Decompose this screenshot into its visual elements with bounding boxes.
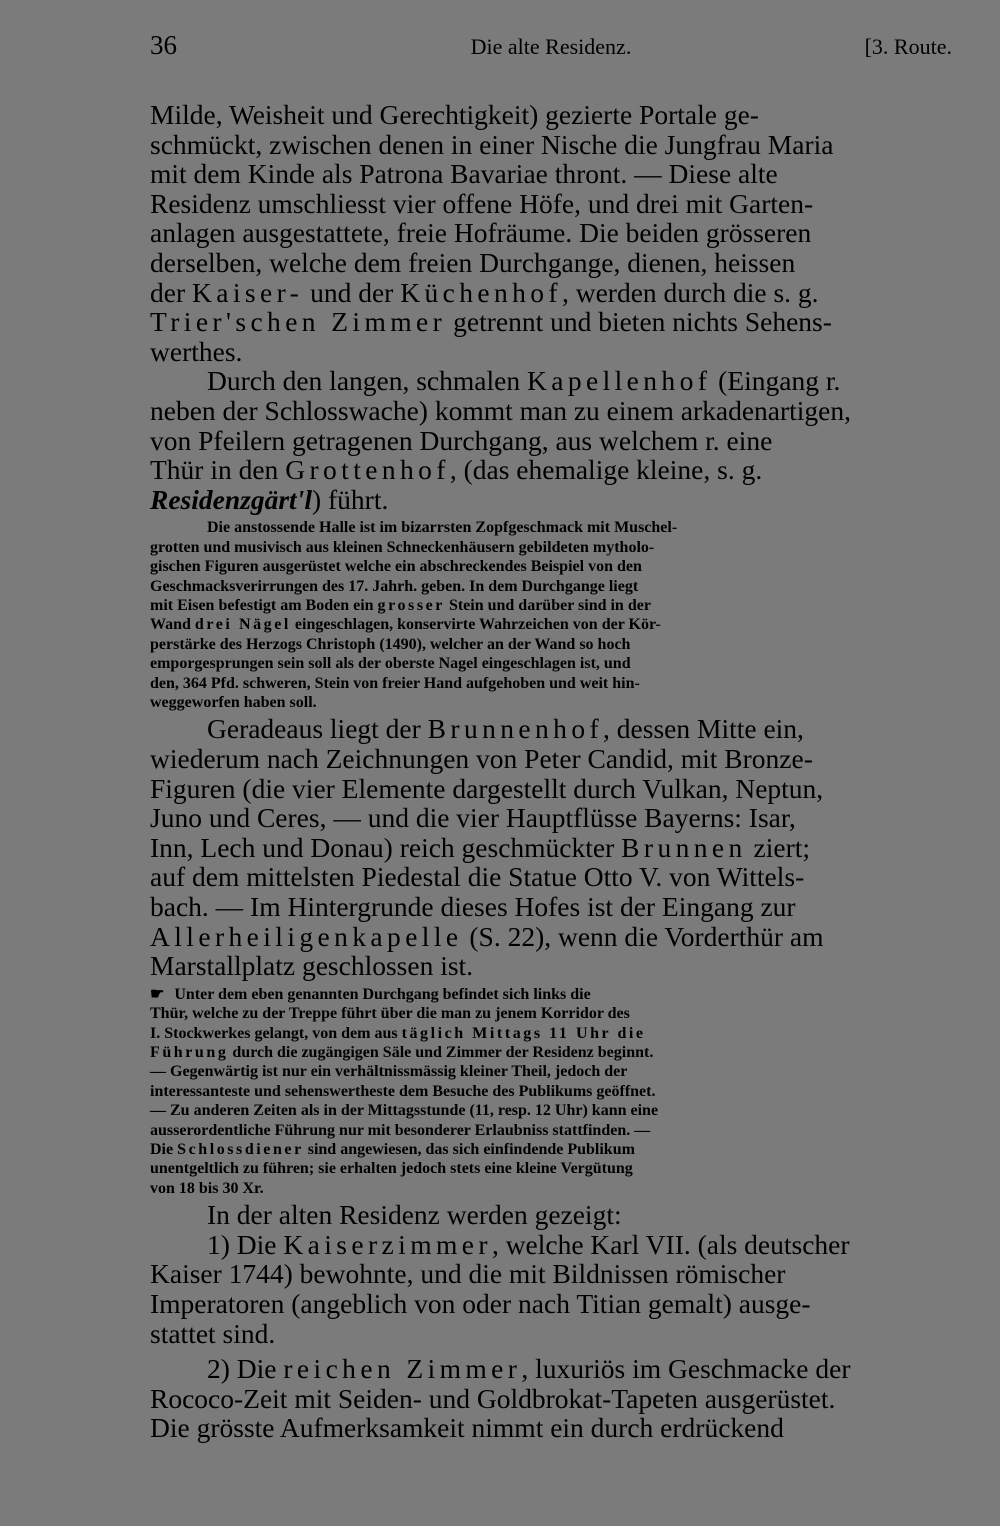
- spaced-term: Kapellenhof: [526, 365, 712, 397]
- spaced-term: Führung: [150, 1043, 229, 1061]
- paragraph-courtyards: [150, 100, 952, 366]
- running-header: [150, 28, 952, 68]
- list-item-1: 1) Die Kaiserzimmer, welche Karl VII. (als deutscher: [207, 1228, 850, 1260]
- book-page: [150, 28, 952, 1443]
- spaced-term: Allerheiligenkapelle: [150, 920, 463, 952]
- text-line: Durch den langen, schmalen Kapellenhof (Eingang r.: [207, 365, 841, 397]
- note-line: — Gegenwärtig ist nur ein verhältnissmässig kleiner Theil, jedoch der: [150, 1063, 628, 1081]
- note-line: Geschmacksverirrungen des 17. Jahrh. geben. In dem Durchgange liegt: [150, 577, 639, 595]
- spaced-term: Kaiser-: [192, 276, 304, 308]
- spaced-term: grosser: [377, 596, 445, 614]
- list-item-2: 2) Die reichen Zimmer, luxuriös im Geschmacke der: [207, 1353, 851, 1385]
- text-line: der Kaiser- und der Küchenhof, werden durch die s. g.: [150, 276, 819, 308]
- note-line: ☛ Unter dem eben genannten Durchgang befindet sich links die: [150, 985, 591, 1003]
- text-line: neben der Schlosswache) kommt man zu einem arkadenartigen,: [150, 394, 851, 426]
- note-line: Wand drei Nägel eingeschlagen, konservirte Wahrzeichen von der Kör-: [150, 616, 661, 634]
- spaced-term: Brunnen: [621, 831, 747, 863]
- spaced-term: Küchenhof: [400, 276, 562, 308]
- note-line: mit Eisen befestigt am Boden ein grosser Stein und darüber sind in der: [150, 596, 651, 614]
- text-line: werthes.: [150, 335, 243, 367]
- note-line: perstärke des Herzogs Christoph (1490), welcher an der Wand so hoch: [150, 635, 631, 653]
- spaced-term: drei Nägel: [194, 616, 291, 634]
- text-line: Figuren (die vier Elemente dargestellt durch Vulkan, Neptun,: [150, 772, 824, 804]
- note-line: weggeworfen haben soll.: [150, 693, 317, 711]
- note-line: Die Schlossdiener sind angewiesen, das sich einfindende Publikum: [150, 1140, 635, 1158]
- paragraph-fountain-court: [150, 714, 952, 980]
- text-line: Thür in den Grottenhof, (das ehemalige kleine, s. g.: [150, 454, 763, 486]
- text-line: Rococo-Zeit mit Seiden- und Goldbrokat-Tapeten ausgerüstet.: [150, 1382, 836, 1414]
- running-title: Die alte Residenz.: [470, 34, 632, 59]
- note-line: emporgesprungen sein soll als der oberste Nagel eingeschlagen ist, und: [150, 655, 631, 673]
- text-line: Allerheiligenkapelle (S. 22), wenn die Vorderthür am: [150, 920, 824, 952]
- note-line: Führung durch die zugängigen Säle und Zimmer der Residenz beginnt.: [150, 1043, 654, 1061]
- spaced-term: Trier'schen Zimmer: [150, 306, 447, 338]
- note-line: den, 364 Pfd. schweren, Stein von freier Hand aufgehoben und weit hin-: [150, 674, 640, 692]
- note-line: gischen Figuren ausgerüstet welche ein abschreckendes Beispiel von den: [150, 558, 642, 576]
- spaced-term: Kaiserzimmer: [283, 1228, 492, 1260]
- route-label: [3. Route.: [864, 34, 952, 59]
- text-line: anlagen ausgestattete, freie Hofräume. Die beiden grösseren: [150, 217, 812, 249]
- note-guided-tour: [150, 985, 952, 1198]
- text-line: auf dem mittelsten Piedestal die Statue Otto V. von Wittels-: [150, 861, 805, 893]
- note-line: interessanteste und sehenswertheste dem Besuche des Publikums geöffnet.: [150, 1082, 656, 1100]
- text-line: Geradeaus liegt der Brunnenhof, dessen Mitte ein,: [207, 713, 804, 745]
- text-line: Trier'schen Zimmer getrennt und bieten nichts Sehens-: [150, 306, 832, 338]
- note-line: von 18 bis 30 Xr.: [150, 1179, 264, 1197]
- text-line: Juno und Ceres, — und die vier Hauptflüsse Bayerns: Isar,: [150, 802, 796, 834]
- spaced-term: reichen Zimmer: [283, 1353, 522, 1385]
- note-line: unentgeltlich zu führen; sie erhalten jedoch stets eine kleine Vergütung: [150, 1160, 633, 1178]
- italic-term: Residenzgärt'l: [150, 483, 312, 515]
- text-line: Inn, Lech und Donau) reich geschmückter Brunnen ziert;: [150, 831, 811, 863]
- page-number: 36: [150, 30, 177, 60]
- note-line: Thür, welche zu der Treppe führt über die man zu jenem Korridor des: [150, 1005, 630, 1023]
- note-grotto-hall: [150, 518, 952, 712]
- text-line: Kaiser 1744) bewohnte, und die mit Bildnissen römischer: [150, 1258, 786, 1290]
- text-line: Milde, Weisheit und Gerechtigkeit) gezierte Portale ge-: [150, 99, 759, 130]
- text-line: Residenzgärt'l) führt.: [150, 483, 389, 515]
- text-line: Marstallplatz geschlossen ist.: [150, 950, 474, 982]
- text-line: Imperatoren (angeblich von oder nach Titian gemalt) ausge-: [150, 1287, 811, 1319]
- note-line: grotten und musivisch aus kleinen Schneckenhäusern gebildeten mytholo-: [150, 538, 655, 556]
- text-line: von Pfeilern getragenen Durchgang, aus welchem r. eine: [150, 424, 773, 456]
- text-line: wiederum nach Zeichnungen von Peter Candid, mit Bronze-: [150, 742, 813, 774]
- note-line: I. Stockwerkes gelangt, von dem aus täglich Mittags 11 Uhr die: [150, 1024, 646, 1042]
- text-line: schmückt, zwischen denen in einer Nische die Jungfrau Maria: [150, 128, 834, 160]
- paragraph-chapel-court: [150, 366, 952, 514]
- text-line: Residenz umschliesst vier offene Höfe, und drei mit Garten-: [150, 187, 814, 219]
- spaced-term: Brunnenhof: [427, 713, 604, 745]
- note-line: ausserordentliche Führung nur mit besonderer Erlaubniss stattfinden. —: [150, 1121, 651, 1139]
- pointing-hand-icon: ☛: [150, 985, 165, 1003]
- text-line: mit dem Kinde als Patrona Bavariae thront. — Diese alte: [150, 158, 778, 190]
- note-line: — Zu anderen Zeiten als in der Mittagsstunde (11, resp. 12 Uhr) kann eine: [150, 1102, 659, 1120]
- text-line: Die grösste Aufmerksamkeit nimmt ein durch erdrückend: [150, 1412, 784, 1444]
- text-line: derselben, welche dem freien Durchgange, dienen, heissen: [150, 246, 796, 278]
- spaced-term: Grottenhof: [285, 454, 450, 486]
- text-line: In der alten Residenz werden gezeigt:: [207, 1199, 622, 1231]
- spaced-term: täglich Mittags 11 Uhr die: [401, 1024, 646, 1042]
- text-line: stattet sind.: [150, 1317, 276, 1349]
- spaced-term: Schlossdiener: [177, 1140, 304, 1158]
- note-line: Die anstossende Halle ist im bizarrsten Zopfgeschmack mit Muschel-: [207, 519, 678, 537]
- text-line: bach. — Im Hintergrunde dieses Hofes ist der Eingang zur: [150, 890, 796, 922]
- paragraph-list: [150, 1200, 952, 1443]
